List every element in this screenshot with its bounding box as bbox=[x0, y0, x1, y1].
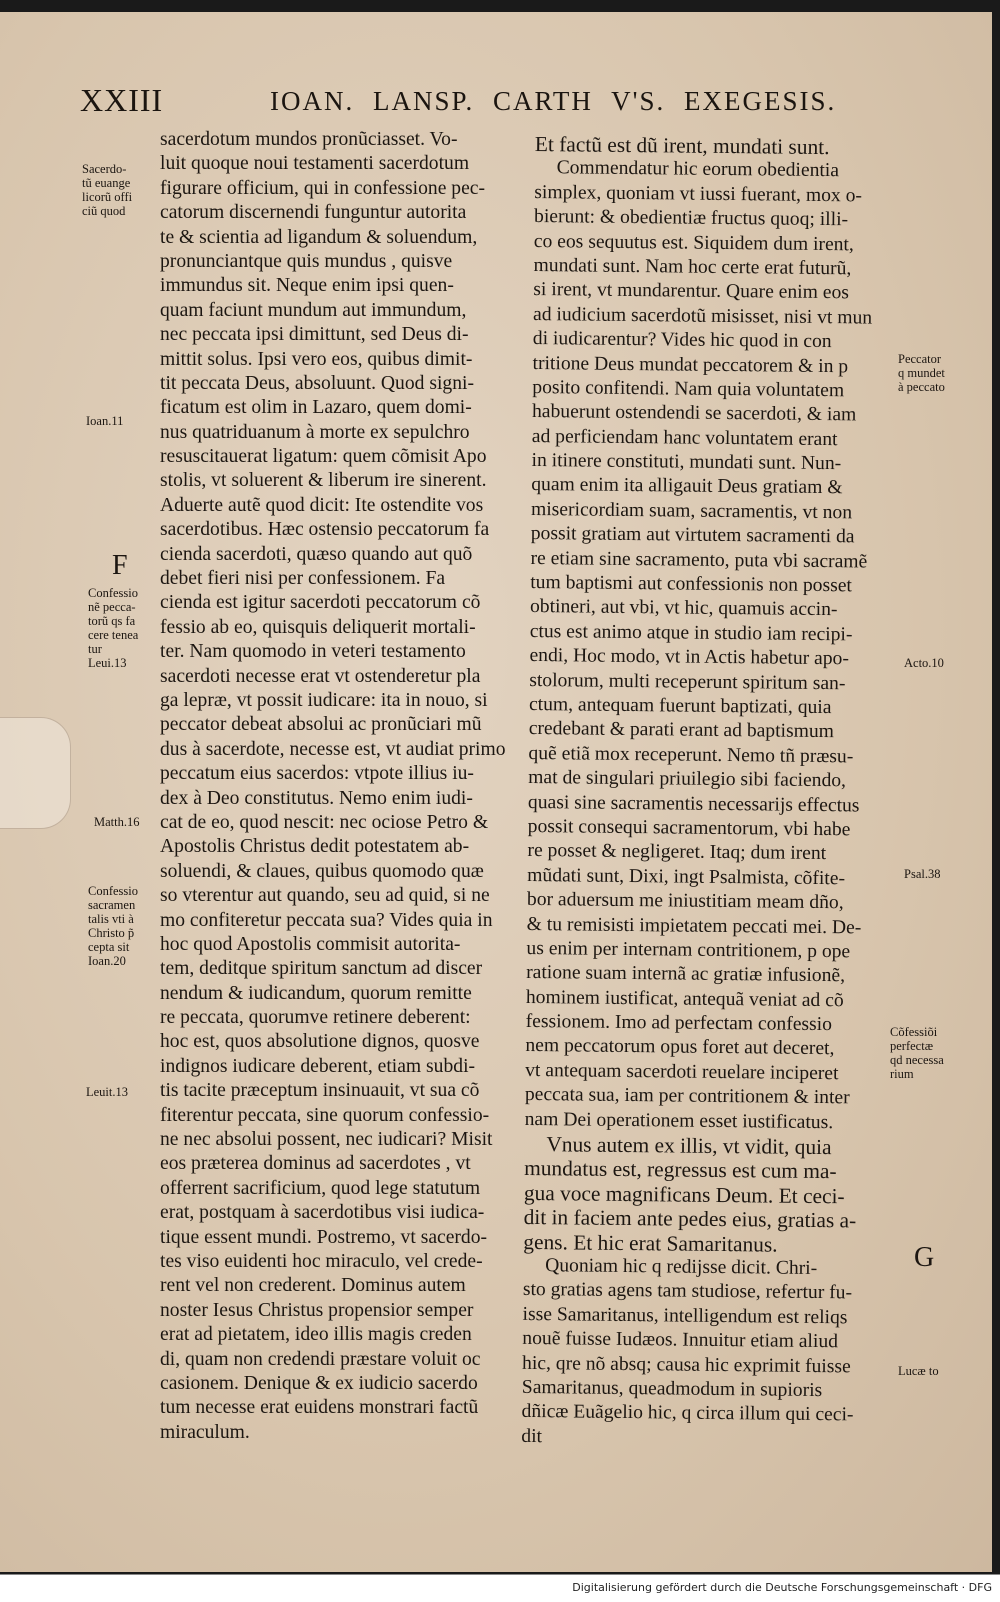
left-column-line: debet fieri nisi per confessionem. Fa bbox=[160, 568, 446, 590]
right-column-line: ctus est animo atque in studio iam recipi- bbox=[529, 620, 853, 646]
margin-note-line: Peccator bbox=[898, 352, 942, 366]
right-column-line: re posset & negligeret. Itaq; dum irent bbox=[527, 840, 827, 865]
left-column-line: catorum discernendi funguntur autorita bbox=[160, 202, 467, 224]
margin-note-line: licorũ offi bbox=[82, 190, 133, 204]
left-column-line: pronunciantque quis mundus , quisve bbox=[160, 250, 453, 272]
right-column-line: ad iudicium sacerdotũ misisset, nisi vt mun bbox=[532, 303, 873, 329]
right-column-line: vt antequam sacerdoti reuelare inciperet bbox=[525, 1059, 839, 1085]
margin-note-right-5 bbox=[898, 1364, 939, 1378]
left-column-line: ter. Nam quomodo in veteri testamento bbox=[160, 641, 466, 663]
left-column-line: tes viso euidenti hoc miraculo, vel crede- bbox=[160, 1250, 483, 1272]
margin-note-line: talis vti à bbox=[88, 912, 134, 926]
right-column-line: si irent, vt mundarentur. Quare enim eos bbox=[533, 279, 850, 304]
left-column-line: di, quam non credendi præstare voluit oc bbox=[160, 1348, 481, 1370]
margin-note-line: cepta sit bbox=[88, 940, 130, 954]
left-column-line: hoc quod Apostolis commisit autorita- bbox=[160, 933, 461, 955]
left-column-line: Aduerte autẽ quod dicit: Ite ostendite vos bbox=[160, 494, 484, 516]
margin-note-left-3 bbox=[88, 586, 138, 670]
left-column-line: offerrent sacrificium, quod lege statutum bbox=[160, 1177, 481, 1199]
right-column-line: habuerunt ostendendi se sacerdoti, & iam bbox=[531, 401, 857, 426]
right-column-line: possit consequi sacramentorum, vbi habe bbox=[527, 815, 851, 841]
section-letter-right: G bbox=[914, 1242, 935, 1273]
margin-note-line: perfectæ bbox=[890, 1039, 934, 1053]
right-column-line: quẽ etiã mox receperunt. Nemo tñ præsu- bbox=[528, 742, 854, 768]
margin-note-line: Confessio bbox=[88, 586, 138, 600]
margin-note-line: à peccato bbox=[898, 380, 945, 394]
right-column-line: stolorum, multi receperunt spiritum san- bbox=[529, 669, 846, 694]
margin-note-line: Leuit.13 bbox=[86, 1085, 129, 1099]
left-column-line: tit peccata Deus, absoluunt. Quod signi- bbox=[160, 372, 474, 394]
left-column-line: quam faciunt mundum aut immundum, bbox=[160, 299, 467, 321]
left-column-line: stolis, vt soluerent & liberum ire sinerent. bbox=[160, 470, 487, 492]
right-column bbox=[521, 132, 891, 1453]
left-column-line: dex à Deo constitutus. Nemo enim iudi- bbox=[160, 787, 473, 809]
margin-note-line: cere tenea bbox=[88, 628, 139, 642]
left-column bbox=[160, 128, 510, 1445]
right-column-line: co eos sequutus est. Siquidem dum irent, bbox=[533, 230, 854, 255]
left-column-line: erat ad pietatem, ideo illis magis creden bbox=[160, 1324, 472, 1346]
right-column-line: tum baptismi aut confessionis non posset bbox=[530, 572, 853, 597]
left-column-line: cat de eo, quod nescit: nec ociose Petro & bbox=[160, 811, 489, 833]
right-column-line: & tu remisisti impietatem peccati mei. De- bbox=[526, 913, 862, 938]
left-column-line: te & scientia ad ligandum & soluendum, bbox=[160, 226, 478, 248]
left-column-line: mo confiteretur peccata sua? Vides quia in bbox=[160, 909, 493, 931]
left-column-line: ficatum est olim in Lazaro, quem domi- bbox=[160, 397, 472, 419]
left-column-line: tis tacite præceptum insinuauit, vt sua cõ bbox=[160, 1080, 480, 1102]
left-column-line: sacerdotibus. Hæc ostensio peccatorum fa bbox=[160, 519, 490, 541]
left-column-line: ga lepræ, vt possit iudicare: ita in nouo, si bbox=[160, 689, 488, 711]
right-column-line: fessionem. Imo ad perfectam confessio bbox=[525, 1011, 833, 1036]
margin-note-left-5 bbox=[88, 884, 138, 968]
left-column-line: resuscitauerat ligatum: quem cõmisit Apo bbox=[160, 446, 487, 468]
left-column-line: sacerdotum mundos pronũciasset. Vo- bbox=[160, 129, 458, 150]
left-column-line: figurare officium, qui in confessione pec- bbox=[160, 177, 485, 199]
footer-bar bbox=[0, 1574, 1000, 1602]
right-column-line: mũdati sunt, Dixi, ingt Psalmista, cõfite- bbox=[527, 864, 846, 890]
right-column-line: isse Samaritanus, intelligendum est reliqs bbox=[522, 1303, 848, 1329]
right-column-line: nam Dei operationem esset iustificatus. bbox=[524, 1108, 834, 1133]
book-page bbox=[0, 12, 992, 1572]
right-column-line: dit in faciem ante pedes eius, gratias a- bbox=[523, 1205, 857, 1233]
margin-note-line: Acto.10 bbox=[904, 656, 944, 670]
left-column-line: Apostolis Christus dedit potestatem ab- bbox=[160, 836, 470, 858]
left-column-line: erat, postquam à sacerdotibus visi iudica- bbox=[160, 1202, 485, 1224]
right-column-line: obtineri, aut vbi, vt hic, quamuis accin- bbox=[529, 596, 838, 621]
left-column-line: immundus sit. Neque enim ipsi quen- bbox=[160, 275, 454, 297]
margin-note-left-6 bbox=[86, 1085, 128, 1099]
section-letter-left: F bbox=[112, 550, 128, 581]
left-column-line: tique essent mundi. Postremo, vt sacerdo- bbox=[160, 1226, 488, 1248]
right-column-line: bor aduersum me iniustitiam meam dño, bbox=[526, 889, 844, 914]
right-column-line: peccata sua, iam per contritionem & inter bbox=[524, 1084, 850, 1109]
left-column-line: cienda sacerdoti, quæso quando aut quõ bbox=[160, 543, 473, 565]
left-column-line: so vterentur aut quando, seu ad quid, si ne bbox=[160, 885, 490, 907]
right-column-line: Vnus autem ex illis, vt vidit, quia bbox=[546, 1132, 832, 1160]
right-column-line: Et factũ est dũ irent, mundati sunt. bbox=[534, 132, 830, 160]
margin-note-line: Lucæ to bbox=[898, 1364, 939, 1378]
footer-credit: Digitalisierung gefördert durch die Deutsche Forschungsgemeinschaft · DFG bbox=[572, 1581, 992, 1594]
left-column-line: nec peccata ipsi dimittunt, sed Deus di- bbox=[160, 324, 469, 346]
right-column-line: mat de singulari priuilegio sibi faciendo, bbox=[528, 767, 847, 792]
right-column-line: dit bbox=[521, 1425, 543, 1447]
margin-note-right-2 bbox=[904, 656, 944, 670]
margin-note-right-1 bbox=[898, 352, 945, 394]
left-column-line: re peccata, quorumve retinere deberent: bbox=[160, 1007, 471, 1029]
right-column-line: gens. Et hic erat Samaritanus. bbox=[523, 1229, 778, 1257]
margin-note-line: nẽ pecca- bbox=[88, 600, 136, 614]
margin-note-line: q mundet bbox=[898, 366, 945, 380]
right-column-line: nem peccatorum opus foret aut deceret, bbox=[525, 1035, 835, 1060]
margin-note-right-4 bbox=[890, 1025, 944, 1081]
left-column-line: fessio ab eo, quisquis deliquerit mortali- bbox=[160, 616, 476, 638]
right-column-line: hic, qre nõ absq; causa hic exprimit fuisse bbox=[521, 1352, 851, 1377]
left-column-line: fiterentur peccata, sine quorum confessio- bbox=[160, 1104, 490, 1126]
left-column-line: rent vel non crederent. Dominus autem bbox=[160, 1275, 466, 1297]
right-column-line: Samaritanus, queadmodum in supioris bbox=[521, 1376, 823, 1401]
left-column-line: nendum & iudicandum, quorum remitte bbox=[160, 982, 472, 1004]
margin-note-line: Leui.13 bbox=[88, 656, 127, 670]
left-column-line: indignos iudicare deberent, etiam subdi- bbox=[160, 1055, 476, 1077]
margin-note-line: qd necessa bbox=[890, 1053, 944, 1067]
margin-note-line: Sacerdo- bbox=[82, 162, 127, 176]
margin-note-line: Psal.38 bbox=[904, 867, 941, 881]
margin-note-line: sacramen bbox=[88, 898, 136, 912]
running-title: IOAN. LANSP. CARTH V'S. EXEGESIS. bbox=[270, 86, 837, 116]
right-column-line: Quoniam hic q redijsse dicit. Chri- bbox=[545, 1255, 818, 1279]
left-column-line: peccatum eius sacerdos: vtpote illius iu- bbox=[160, 763, 474, 785]
margin-note-line: Christo p̃ bbox=[88, 926, 135, 940]
margin-note-line: Ioan.20 bbox=[88, 954, 126, 968]
right-column-line: simplex, quoniam vt iussi fuerant, mox o- bbox=[534, 181, 863, 207]
right-column-line: ratione suam internã ac gratiæ infusionẽ, bbox=[526, 962, 846, 987]
right-column-line: credebant & parati erant ad baptismum bbox=[528, 718, 835, 743]
right-column-line: ad perficiendam hanc voluntatem erant bbox=[531, 425, 838, 450]
page-header bbox=[80, 82, 920, 132]
left-column-line: sacerdoti necesse erat vt ostenderetur pla bbox=[160, 665, 481, 687]
left-column-line: tem, deditque spiritum sanctum ad discer bbox=[160, 958, 483, 980]
margin-note-line: tur bbox=[88, 642, 102, 656]
margin-note-line: Cõfessiõi bbox=[890, 1025, 938, 1039]
right-column-line: tritione Deus mundat peccatorem & in p bbox=[532, 352, 849, 377]
right-column-line: misericordiam suam, sacramentis, vt non bbox=[530, 498, 853, 524]
right-column-line: re etiam sine sacramento, puta vbi sacramẽ bbox=[530, 547, 868, 573]
margin-note-line: tũ euange bbox=[82, 176, 131, 190]
right-column-line: quam enim ita alligauit Deus gratiam & bbox=[531, 474, 843, 499]
left-column-line: cienda est igitur sacerdoti peccatorum cõ bbox=[160, 592, 481, 614]
margin-note-left-2 bbox=[86, 414, 123, 428]
right-column-line: hominem iustificat, antequã veniat ad cõ bbox=[525, 986, 844, 1011]
margin-note-line: rium bbox=[890, 1067, 914, 1081]
right-column-line: endi, Hoc modo, vt in Actis habetur apo- bbox=[529, 645, 850, 670]
right-column-line: quasi sine sacramentis necessarijs effectus bbox=[527, 791, 860, 816]
margin-note-left-4 bbox=[94, 815, 139, 829]
left-column-line: dus à sacerdote, necesse est, vt audiat primo bbox=[160, 738, 506, 760]
margin-note-line: torũ qs fa bbox=[88, 614, 136, 628]
margin-note-line: ciũ quod bbox=[82, 204, 126, 218]
folio-number: XXIII bbox=[80, 82, 164, 118]
margin-note-left-1 bbox=[82, 162, 132, 218]
left-column-line: noster Iesus Christus propensior semper bbox=[160, 1299, 474, 1321]
margin-note-line: Matth.16 bbox=[94, 815, 140, 829]
right-column-line: Commendatur hic eorum obedientia bbox=[556, 157, 840, 182]
left-column-line: tum necesse erat euidens monstrari factũ bbox=[160, 1397, 479, 1419]
right-column-line: in itinere constituti, mundati sunt. Nun- bbox=[531, 450, 842, 475]
left-column-line: luit quoque noui testamenti sacerdotum bbox=[160, 153, 470, 175]
right-column-line: sto gratias agens tam studiose, refertur fu- bbox=[522, 1279, 853, 1304]
left-column-line: peccator debeat absolui ac pronũciari mũ bbox=[160, 714, 482, 736]
right-column-line: nouẽ fuisse Iudæos. Innuitur etiam aliud bbox=[522, 1328, 839, 1353]
right-column-line: mundati sunt. Nam hoc certe erat futurũ, bbox=[533, 254, 852, 280]
left-column-line: eos præterea dominus ad sacerdotes , vt bbox=[160, 1153, 471, 1175]
margin-note-right-3 bbox=[904, 867, 940, 881]
right-column-line: dñicæ Euãgelio hic, q circa illum qui ceci- bbox=[521, 1401, 854, 1426]
right-column-line: di iudicarentur? Vides hic quod in con bbox=[532, 328, 832, 353]
left-column-line: soluendi, & claues, quibus quomodo quæ bbox=[160, 860, 484, 882]
left-column-line: casionem. Denique & ex iudicio sacerdo bbox=[160, 1372, 478, 1394]
right-column-line: possit gratiam aut virtutem sacramenti da bbox=[530, 523, 855, 548]
margin-note-line: Ioan.11 bbox=[86, 414, 124, 428]
margin-note-line: Confessio bbox=[88, 884, 138, 898]
right-column-line: mundatus est, regressus est cum ma- bbox=[524, 1156, 837, 1184]
left-column-line: nus quatriduanum à morte ex sepulchro bbox=[160, 421, 470, 443]
right-column-line: posito confitendi. Nam quia voluntatem bbox=[532, 376, 845, 402]
right-column-line: ctum, antequam fuerunt baptizati, quia bbox=[528, 693, 832, 719]
right-column-line: bierunt: & obedientiæ fructus quoq; illi- bbox=[534, 206, 849, 231]
left-column-line: miraculum. bbox=[160, 1421, 250, 1443]
left-column-line: mittit solus. Ipsi vero eos, quibus dimit- bbox=[160, 348, 473, 370]
page-clasp bbox=[0, 717, 71, 829]
right-column-line: gua voce magnificans Deum. Et ceci- bbox=[523, 1180, 845, 1209]
left-column-line: hoc est, quos absolutione dignos, quosve bbox=[160, 1031, 480, 1053]
right-column-line: us enim per internam contritionem, p ope bbox=[526, 937, 851, 963]
left-column-line: ne nec absolui possent, nec iudicari? Misit bbox=[160, 1129, 493, 1151]
